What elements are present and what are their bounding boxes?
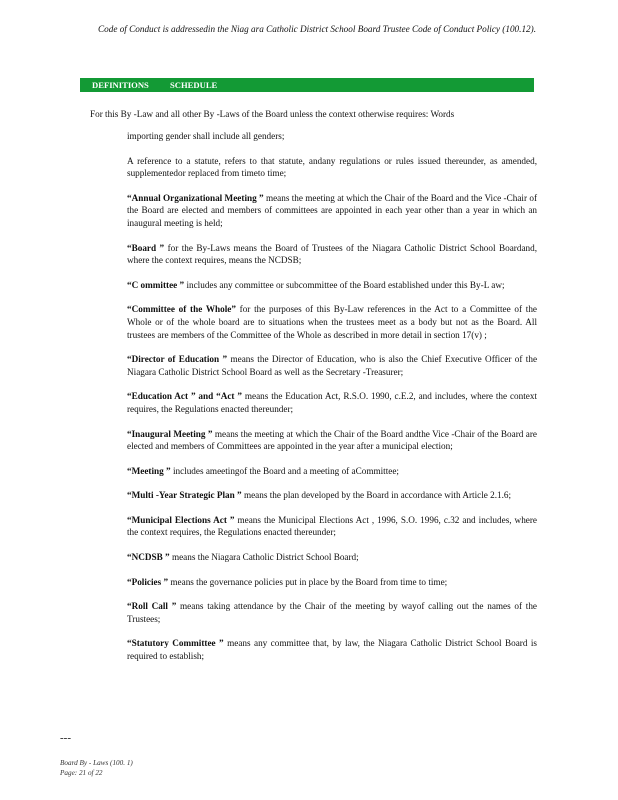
definition-item	[127, 130, 537, 143]
definition-text: means the meeting at which the Chair of the Board andthe Vice -Chair of the Board are elected and members of Committees are appointed in the year after a municipal election;	[127, 428, 537, 452]
page-footer	[60, 758, 133, 778]
definition-term: “Annual Organizational Meeting ”	[127, 192, 264, 203]
definition-item	[127, 489, 537, 502]
definition-text: for the By-Laws means the Board of Trustees of the Niagara Catholic District School Boardand, where the context requires, means the NCDSB;	[127, 242, 538, 266]
definition-text: means the Education Act, R.S.O. 1990, c.E.2, and includes, where the context requires, the Regulations enacted thereunder;	[127, 391, 538, 414]
schedule-heading: SCHEDULE	[170, 80, 218, 90]
definition-text: includes any committee or subcommittee of the Board established under this By-L aw;	[186, 279, 505, 290]
definition-text: includes ameetingof the Board and a meeting of aCommittee;	[172, 465, 399, 476]
definitions-heading: DEFINITIONS	[92, 80, 149, 90]
definition-term: “Committee of the Whole”	[127, 304, 236, 315]
definition-term: “Municipal Elections Act ”	[127, 514, 235, 525]
definition-item	[127, 192, 537, 230]
definition-item	[127, 390, 537, 415]
definition-item	[127, 279, 537, 292]
definition-term: “Statutory Committee ”	[127, 638, 224, 649]
definition-text: means the plan developed by the Board in accordance with Article 2.1.6;	[243, 490, 512, 501]
separator-dashes: ---	[60, 732, 71, 744]
definition-term: “Policies ”	[127, 576, 169, 587]
definition-item	[127, 242, 537, 267]
definition-text: means the meeting at which the Chair of the Board and the Vice -Chair of the Board are elected and members of committees are appointed in each year other than a year in which an inaugural meeting is held;	[127, 192, 537, 228]
definition-item	[127, 465, 537, 478]
definition-text: A reference to a statute, refers to that statute, andany regulations or rules issued thereunder, as amended, supplementedor replaced from timeto time;	[127, 155, 537, 179]
definition-text: importing gender shall include all genders;	[127, 131, 285, 141]
definition-text: means any committee that, by law, the Niagara Catholic District School Board is required to establish;	[127, 638, 538, 662]
definition-item	[127, 155, 537, 180]
definition-item	[127, 353, 537, 378]
lead-sentence: For this By -Law and all other By -Laws of the Board unless the context otherwise requires: Words	[90, 109, 455, 119]
definition-term: “Multi -Year Strategic Plan ”	[127, 490, 242, 501]
definition-item	[127, 551, 537, 564]
definition-term: “Roll Call ”	[127, 601, 177, 612]
definition-item	[127, 514, 537, 539]
footer-document-title: Board By - Laws (100. 1)	[60, 759, 133, 767]
definition-term: “C ommittee ”	[127, 279, 185, 290]
definition-term: “Education Act ” and “Act ”	[127, 391, 242, 402]
definition-item	[127, 637, 537, 662]
definition-term: “Board ”	[127, 242, 165, 253]
definition-item	[127, 576, 537, 589]
section-header-bar	[80, 78, 534, 92]
definitions-list	[127, 130, 537, 675]
definition-item	[127, 428, 537, 453]
definition-term: “Director of Education ”	[127, 354, 228, 365]
definition-term: “Meeting ”	[127, 465, 171, 476]
footer-page-number: Page: 21 of 22	[60, 769, 103, 777]
definition-item	[127, 600, 537, 625]
definition-term: “NCDSB ”	[127, 552, 170, 563]
definition-text: means the Director of Education, who is also the Chief Executive Officer of the Niagara Catholic District School Board as well as the Secretary -Treasurer;	[127, 354, 538, 377]
definition-text: for the purposes of this By-Law references in the Act to a Committee of the Whole or of the whole board are to situations when the trustees meet as a body but not as the Board. All trustees are members of the Committee of the Whole as described in more detail in section 17(v) ;	[127, 304, 538, 340]
intro-paragraph: Code of Conduct is addressedin the Niag ara Catholic District School Board Trustee Code of Conduct Policy (100.12).	[98, 24, 536, 34]
definition-text: means the Municipal Elections Act , 1996, S.O. 1996, c.32 and includes, where the context requires, the Regulations enacted thereunder;	[127, 514, 537, 538]
definition-text: means the governance policies put in place by the Board from time to time;	[170, 576, 448, 587]
definition-term: “Inaugural Meeting ”	[127, 428, 213, 439]
definition-item	[127, 303, 537, 341]
definition-text: means the Niagara Catholic District School Board;	[171, 552, 359, 563]
definition-text: means taking attendance by the Chair of the meeting by wayof calling out the names of the Trustees;	[127, 601, 538, 624]
